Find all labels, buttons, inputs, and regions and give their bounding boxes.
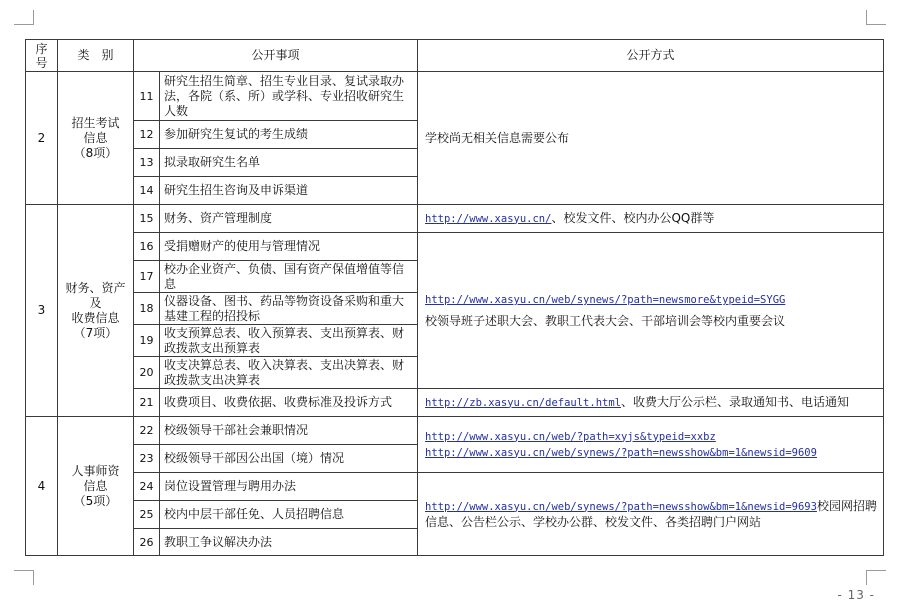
table-row [26,205,884,233]
method-cell [418,389,884,417]
crop-mark [866,24,886,25]
item-text: 仪器设备、图书、药品等物资设备采购和重大基建工程的招投标 [160,293,418,325]
page-number: - 13 - [837,588,875,602]
item-text: 收支预算总表、收入预算表、支出预算表、财政拨款支出预算表 [160,325,418,357]
item-number: 25 [134,501,160,529]
method-link[interactable]: http://www.xasyu.cn/web/synews/?path=newsshow&bm=1&newsid=9609 [425,446,817,459]
header-method: 公开方式 [418,40,884,72]
category-line: 收费信息 [71,310,120,325]
method-text: 、收费大厅公示栏、录取通知书、电话通知 [620,394,849,409]
crop-mark [866,570,886,571]
group-category [58,72,134,205]
header-seq: 序 号 [26,40,58,72]
header-category: 类 别 [58,40,134,72]
item-number: 16 [134,233,160,261]
header-item: 公开事项 [134,40,418,72]
crop-mark [866,570,867,585]
item-number: 23 [134,445,160,473]
item-number: 15 [134,205,160,233]
category-line: 信息 [83,130,108,145]
method-text: 校领导班子述职大会、教职工代表大会、干部培训会等校内重要会议 [425,314,786,328]
item-text: 研究生招生咨询及申诉渠道 [160,177,418,205]
crop-mark [14,24,34,25]
item-number: 11 [134,72,160,121]
table-row [26,473,884,501]
method-link[interactable]: http://www.xasyu.cn/ [425,212,552,225]
item-text: 校级领导干部因公出国（境）情况 [160,445,418,473]
table-row [26,417,884,445]
item-number: 12 [134,121,160,149]
category-line: 人事师资 [71,463,120,478]
item-text: 校内中层干部任免、人员招聘信息 [160,501,418,529]
table-row [26,233,884,261]
category-line: 招生考试 [71,115,120,130]
item-text: 教职工争议解决办法 [160,529,418,556]
group-seq: 3 [26,205,58,417]
group-category [58,417,134,556]
item-number: 26 [134,529,160,556]
item-text: 收支决算总表、收入决算表、支出决算表、财政拨款支出决算表 [160,357,418,389]
header-row [26,40,884,72]
method-link[interactable]: http://www.xasyu.cn/web/synews/?path=newsmore&typeid=SYGG [425,294,786,306]
table-row [26,72,884,121]
item-number: 19 [134,325,160,357]
group-seq: 2 [26,72,58,205]
crop-mark [866,10,867,25]
item-text: 岗位设置管理与聘用办法 [160,473,418,501]
item-number: 18 [134,293,160,325]
item-number: 21 [134,389,160,417]
item-number: 20 [134,357,160,389]
crop-mark [33,570,34,585]
method-text: 、校发文件、校内办公QQ群等 [551,210,715,225]
disclosure-table [25,39,884,556]
category-line: 及 [89,295,102,310]
category-line: （8项） [73,145,118,160]
item-number: 24 [134,473,160,501]
crop-mark [14,570,34,571]
category-line: （7项） [73,325,118,340]
item-number: 17 [134,261,160,293]
item-text: 研究生招生简章、招生专业目录、复试录取办法，各院（系、所）或学科、专业招收研究生人数 [160,72,418,121]
item-text: 校办企业资产、负债、国有资产保值增值等信息 [160,261,418,293]
method-link[interactable]: http://zb.xasyu.cn/default.html [425,396,621,409]
item-text: 参加研究生复试的考生成绩 [160,121,418,149]
method-cell [418,417,884,473]
category-line: 信息 [83,478,108,493]
item-text: 拟录取研究生名单 [160,149,418,177]
group-category [58,205,134,417]
item-number: 13 [134,149,160,177]
method-cell [418,473,884,556]
item-text: 收费项目、收费依据、收费标准及投诉方式 [160,389,418,417]
item-number: 14 [134,177,160,205]
item-number: 22 [134,417,160,445]
method-text: 校园网招聘信息、公告栏公示、学校办公群、校发文件、各类招聘门户网站 [425,498,877,529]
group-seq: 4 [26,417,58,556]
item-text: 财务、资产管理制度 [160,205,418,233]
item-text: 校级领导干部社会兼职情况 [160,417,418,445]
method-cell [418,233,884,389]
method-cell [418,205,884,233]
method-text: 学校尚无相关信息需要公布 [418,72,884,205]
category-line: （5项） [73,493,118,508]
table-row [26,389,884,417]
method-link[interactable]: http://www.xasyu.cn/web/?path=xyjs&typeid=xxbz [425,430,716,443]
item-text: 受捐赠财产的使用与管理情况 [160,233,418,261]
crop-mark [33,10,34,25]
method-link[interactable]: http://www.xasyu.cn/web/synews/?path=newsshow&bm=1&newsid=9693 [425,500,817,513]
category-line: 财务、资产 [65,280,126,295]
